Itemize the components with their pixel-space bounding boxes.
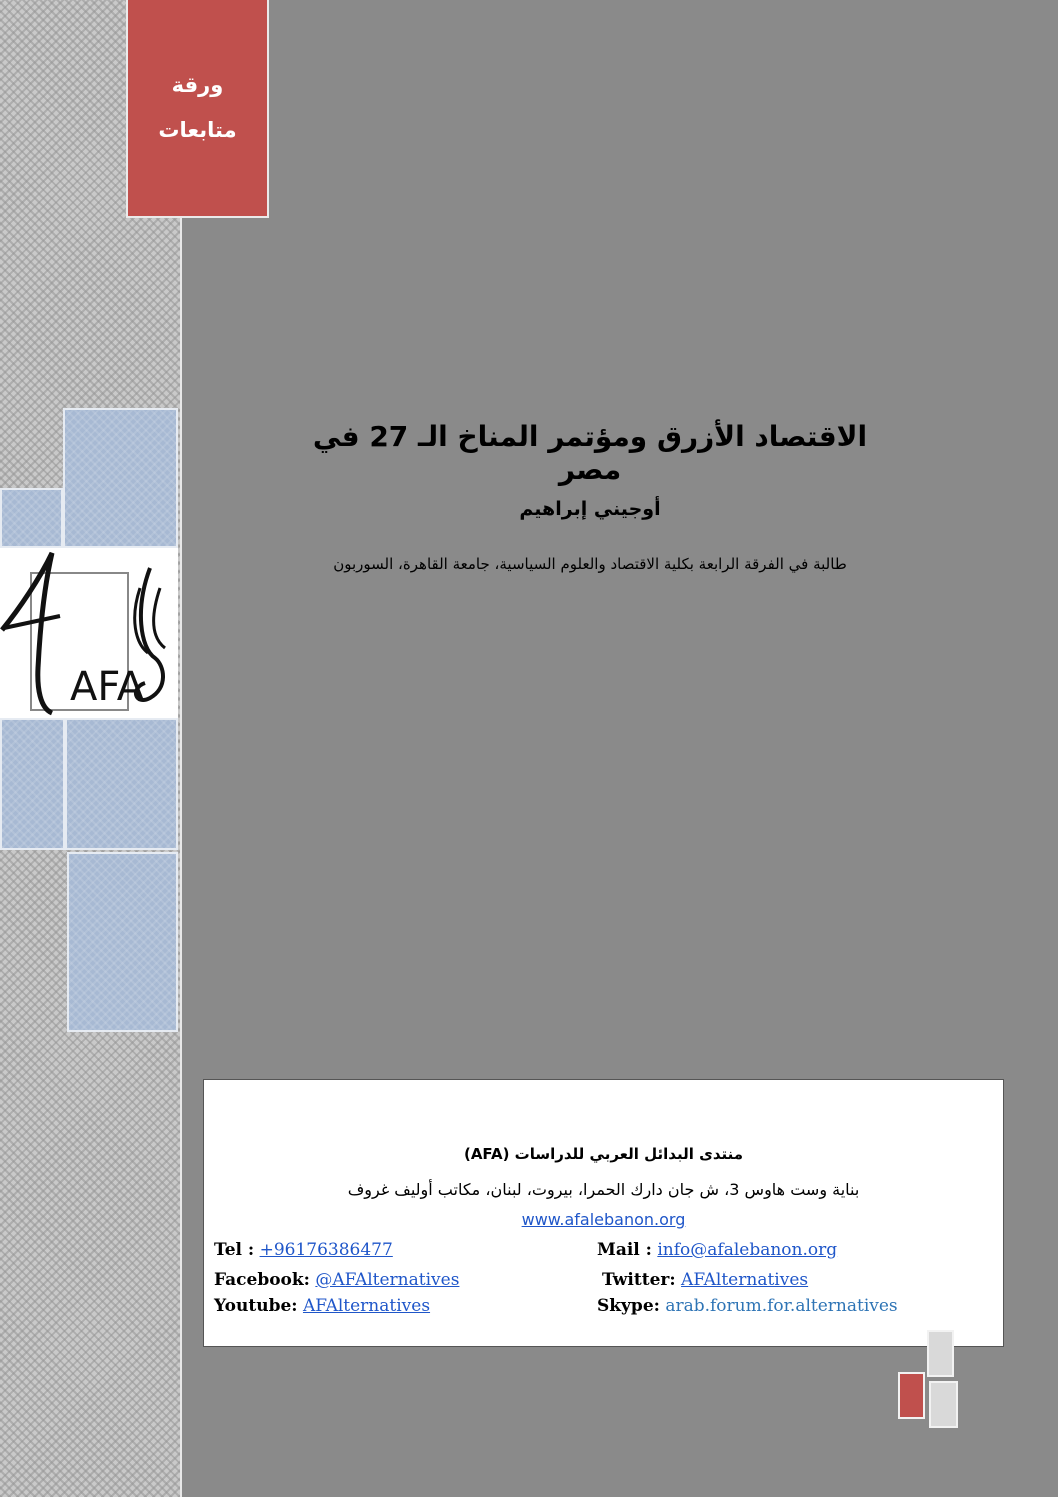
organization-address: بناية وست هاوس 3، ش جان دارك الحمرا، بيروت، لبنان، مكاتب أوليف غروف [347, 1180, 860, 1199]
youtube-link[interactable]: AFAlternatives [302, 1296, 431, 1316]
author-affiliation: طالبة في الفرقة الرابعة بكلية الاقتصاد والعلوم السياسية، جامعة القاهرة، السوربون [333, 555, 847, 573]
mail-label: Mail : [597, 1240, 652, 1260]
organization-name: منتدى البدائل العربي للدراسات (AFA) [463, 1145, 744, 1163]
document-title: الاقتصاد الأزرق ومؤتمر المناخ الـ 27 في مصر [312, 420, 868, 486]
tag-line-1: ورقة [171, 73, 224, 97]
author-name: أوجيني إبراهيم [519, 498, 661, 520]
tel-label: Tel : [214, 1240, 255, 1260]
decor-tile [0, 488, 63, 548]
twitter-label: Twitter: [602, 1270, 676, 1290]
afa-logo-icon [0, 548, 178, 718]
facebook-label: Facebook: [214, 1270, 310, 1290]
website-link[interactable]: www.afalebanon.org [521, 1210, 686, 1229]
facebook-row [214, 1270, 459, 1290]
tel-row [214, 1240, 393, 1260]
tag-line-2: متابعات [158, 118, 237, 142]
decor-square [898, 1372, 925, 1419]
skype-label: Skype: [597, 1296, 660, 1316]
youtube-row [214, 1296, 430, 1316]
decor-tile [65, 718, 178, 850]
mail-link[interactable]: info@afalebanon.org [657, 1240, 838, 1260]
contact-box [203, 1079, 1004, 1347]
twitter-link[interactable]: AFAlternatives [681, 1270, 809, 1290]
skype-row [597, 1296, 898, 1316]
decor-tile [63, 408, 178, 548]
decor-tile [0, 718, 65, 850]
skype-value: arab.forum.for.alternatives [665, 1296, 898, 1316]
mail-row [597, 1240, 837, 1260]
decor-square [927, 1330, 954, 1377]
document-type-tag [126, 0, 269, 218]
side-divider [180, 0, 182, 1497]
twitter-row [602, 1270, 808, 1290]
afa-logo [0, 548, 178, 718]
facebook-link[interactable]: @AFAlternatives [315, 1270, 460, 1290]
tel-link[interactable]: +96176386477 [259, 1240, 393, 1260]
decor-square [929, 1381, 958, 1428]
youtube-label: Youtube: [214, 1296, 298, 1316]
logo-text: AFA [70, 664, 145, 710]
decor-tile [67, 852, 178, 1032]
